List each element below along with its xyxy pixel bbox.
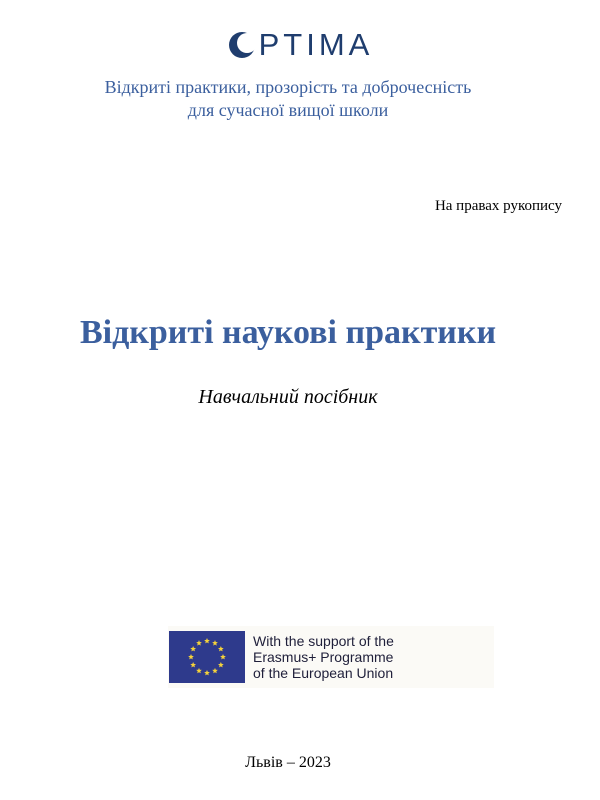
project-subtitle [0, 76, 576, 122]
subtitle-line-2: для сучасної вищої школи [187, 100, 389, 120]
eu-flag-icon [169, 631, 245, 683]
eu-star [204, 670, 210, 675]
optima-logo [0, 28, 600, 62]
erasmus-line-2: Erasmus+ Programme [253, 649, 394, 665]
subtitle-line-1: Відкриті практики, прозорість та доброчесність [104, 77, 472, 97]
erasmus-line-3: of the European Union [253, 665, 394, 681]
eu-star [190, 662, 196, 667]
eu-star [196, 640, 202, 645]
eu-star [218, 662, 224, 667]
erasmus-support-banner [168, 626, 494, 688]
erasmus-text [253, 633, 394, 681]
eu-star [218, 646, 224, 651]
eu-star [212, 668, 218, 673]
place-and-year: Львів – 2023 [245, 754, 331, 771]
eu-star [220, 654, 226, 659]
eu-star [188, 654, 194, 659]
eu-star [204, 638, 210, 643]
eu-star [212, 640, 218, 645]
optima-o-logo-icon [227, 30, 257, 60]
manuscript-note: На правах рукопису [434, 198, 562, 214]
document-title: Відкриті наукові практики [79, 314, 497, 351]
eu-star [196, 668, 202, 673]
erasmus-line-1: With the support of the [253, 633, 394, 649]
document-type: Навчальний посібник [198, 386, 378, 408]
logo-text: PTIMA [258, 27, 374, 62]
eu-star [190, 646, 196, 651]
